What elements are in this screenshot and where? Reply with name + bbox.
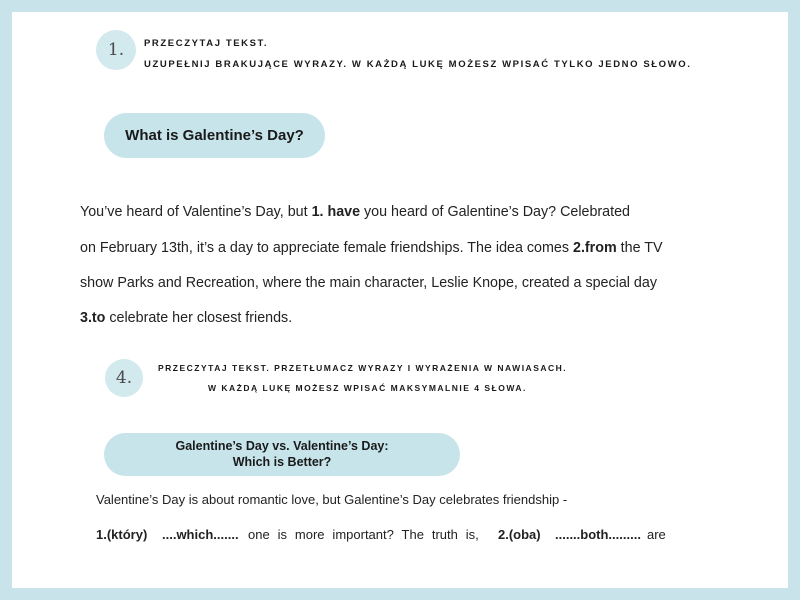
cue-1: 1.(który) bbox=[96, 527, 148, 542]
exercise-1-line-3 bbox=[80, 275, 657, 291]
line-text: are bbox=[647, 527, 666, 542]
gap-answer-1[interactable]: 1. have bbox=[311, 204, 361, 220]
exercise-1-number-text: 1. bbox=[107, 40, 125, 60]
exercise-1-title-pill bbox=[104, 113, 325, 158]
line-text: show Parks and Recreation, where the main character, Leslie Knope, created a special day bbox=[80, 275, 657, 291]
exercise-1-line-2 bbox=[80, 240, 663, 256]
gap-answer-2[interactable]: .......both......... bbox=[555, 527, 641, 542]
exercise-4-number bbox=[105, 359, 143, 397]
exercise-4-title-line-1: Galentine’s Day vs. Valentine’s Day: bbox=[175, 439, 389, 453]
line-text: on February 13th, it’s a day to appreciate female friendships. The idea comes bbox=[80, 240, 573, 256]
line-text: the TV bbox=[616, 240, 663, 256]
line-text: celebrate her closest friends. bbox=[105, 310, 293, 326]
cue-2: 2.(oba) bbox=[498, 527, 541, 542]
gap-answer-3[interactable]: 3.to bbox=[80, 310, 106, 326]
gap-answer-2[interactable]: 2.from bbox=[573, 240, 617, 256]
exercise-1-instruction-line-1: PRZECZYTAJ TEKST. bbox=[144, 38, 269, 49]
exercise-1-title: What is Galentine’s Day? bbox=[125, 127, 304, 144]
exercise-1-instruction-line-2: UZUPEŁNIJ BRAKUJĄCE WYRAZY. W KAŻDĄ LUKĘ MOŻESZ WPISAĆ TYLKO JEDNO SŁOWO. bbox=[144, 59, 692, 70]
exercise-4-title-line-2: Which is Better? bbox=[232, 455, 332, 469]
worksheet-page bbox=[12, 12, 788, 588]
exercise-4-line-2 bbox=[96, 527, 668, 545]
exercise-4-line-1: Valentine’s Day is about romantic love, but Galentine’s Day celebrates friendship - bbox=[96, 492, 568, 507]
line-text: one is more important? The truth is, bbox=[248, 527, 479, 542]
line-text: you heard of Galentine’s Day? Celebrated bbox=[360, 204, 631, 220]
exercise-4-instruction-line-2: W KAŻDĄ LUKĘ MOŻESZ WPISAĆ MAKSYMALNIE 4 SŁOWA. bbox=[208, 383, 527, 393]
gap-answer-1[interactable]: ....which....... bbox=[162, 527, 239, 542]
exercise-4-title-pill bbox=[104, 433, 460, 476]
exercise-4-number-text: 4. bbox=[115, 368, 133, 388]
exercise-1-number bbox=[96, 30, 136, 70]
exercise-1-line-4 bbox=[80, 310, 292, 326]
line-text: You’ve heard of Valentine’s Day, but bbox=[80, 204, 312, 220]
exercise-1-line-1 bbox=[80, 204, 630, 220]
exercise-4-instruction-line-1: PRZECZYTAJ TEKST. PRZETŁUMACZ WYRAZY I WYRAŻENIA W NAWIASACH. bbox=[158, 363, 568, 373]
